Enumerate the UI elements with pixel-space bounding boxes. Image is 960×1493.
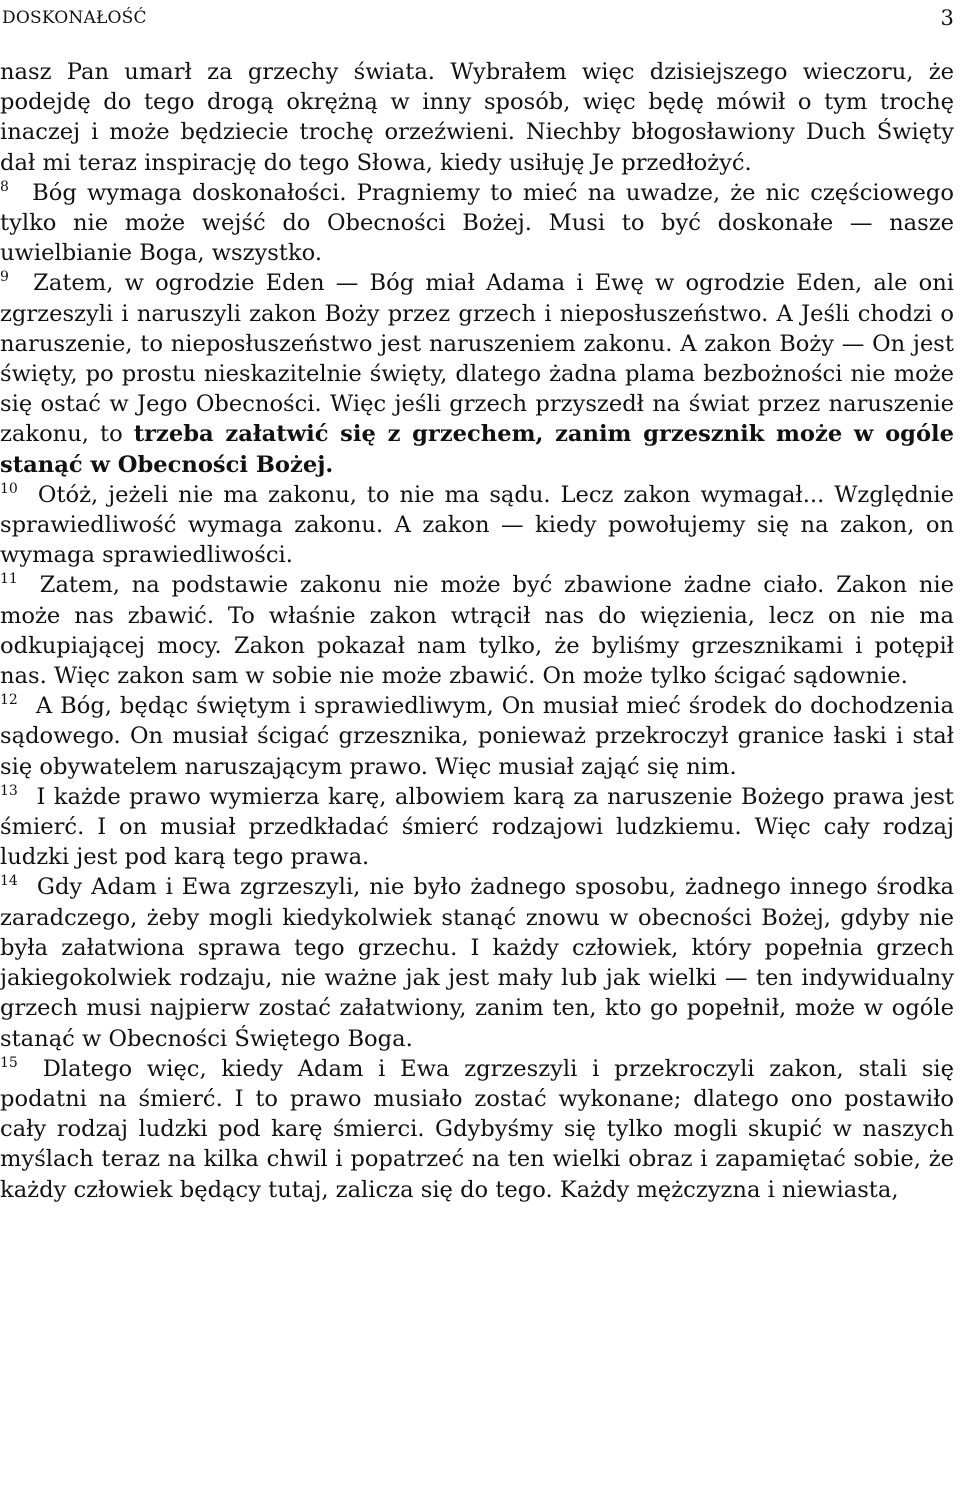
paragraph-text: nasz Pan umarł za grzechy świata. Wybrałem więc dzisiejszego wieczoru, że podejdę do tego drogą okrężną w inny sposób, więc będę mówił o tym trochę inaczej i może będziecie trochę orzeźwieni. Niechby błogosławiony Duch Święty dał mi teraz inspirację do tego Słowa, kiedy usiłuję Je przedłożyć. [0, 59, 954, 176]
paragraph-8: 8 Bóg wymaga doskonałości. Pragniemy to mieć na uwadze, że nic częściowego tylko nie może wejść do Obecności Bożej. Musi to być doskonałe — nasze uwielbianie Boga, wszystko. [0, 178, 954, 267]
paragraph-11: 11 Zatem, na podstawie zakonu nie może być zbawione żadne ciało. Zakon nie może nas zbawić. To właśnie zakon wtrącił nas do więzienia, lecz on nie ma odkupiającej mocy. Zakon pokazał nam tylko, że byliśmy grzesznikami i potępił nas. Więc zakon sam w sobie nie może zbawić. On może tylko ścigać sądownie. [0, 571, 954, 690]
paragraph-continued [0, 57, 954, 178]
paragraph-12: 12 A Bóg, będąc świętym i sprawiedliwym, On musiał mieć środek do dochodzenia sądowego. On musiał ścigać grzesznika, ponieważ przekroczył granice łaski i stał się obywatelem naruszającym prawo. Więc musiał zająć się nim. [0, 692, 955, 780]
page-header [0, 4, 960, 28]
paragraph-13: 13 I każde prawo wymierza karę, albowiem karą za naruszenie Bożego prawa jest śmierć. I on musiał przedkładać śmierć rodzajowi ludzkiemu. Więc cały rodzaj ludzki jest pod karą tego prawa. [0, 782, 954, 871]
paragraph-text: Zatem, w ogrodzie Eden — Bóg miał Adama i Ewę w ogrodzie Eden, ale oni zgrzeszyli i naruszyli zakon Boży przez grzech i nieposłuszeństwo. A Jeśli chodzi o naruszenie, to nieposłuszeństwo jest naruszeniem zakonu. A zakon Boży — On jest święty, po prostu nieskazitelnie święty, dlatego żadna plama bezbożności nie może się ostać w Jego Obecności. Więc jeśli grzech przyszedł na świat przez naruszenie zakonu, to [0, 270, 954, 448]
paragraph-text: Zatem, na podstawie zakonu nie może być zbawione żadne ciało. Zakon nie może nas zbawić. To właśnie zakon wtrącił nas do więzienia, lecz on nie ma odkupiającej mocy. Zakon pokazał nam tylko, że byliśmy grzesznikami i potępił nas. Więc zakon sam w sobie nie może zbawić. On może tylko ścigać sądownie. [0, 572, 954, 690]
page-number: 3 [940, 6, 954, 30]
paragraph-bold-text: trzeba załatwić się z grzechem, zanim grzesznik może w ogóle stanąć w Obecności Bożej. [0, 421, 954, 478]
paragraph-text: Dlatego więc, kiedy Adam i Ewa zgrzeszyli i przekroczyli zakon, stali się podatni na śmierć. I to prawo musiało zostać wykonane; dlatego ono postawiło cały rodzaj ludzki pod karę śmierci. Gdybyśmy się tylko mogli skupić w naszych myślach teraz na kilka chwil i popatrzeć na ten wielki obraz i zapamiętać sobie, że każdy człowiek będący tutaj, zalicza się do tego. Każdy mężczyzna i niewiasta, [0, 1055, 955, 1203]
section-title: DOSKONAŁOŚĆ [2, 8, 147, 28]
paragraph-15: 15 Dlatego więc, kiedy Adam i Ewa zgrzeszyli i przekroczyli zakon, stali się podatni na śmierć. I to prawo musiało zostać wykonane; dlatego ono postawiło cały rodzaj ludzki pod karę śmierci. Gdybyśmy się tylko mogli skupić w naszych myślach teraz na kilka chwil i popatrzeć na ten wielki obraz i zapamiętać sobie, że każdy człowiek będący tutaj, zalicza się do tego. Każdy mężczyzna i niewiasta, [0, 1054, 955, 1203]
paragraph-10: 10 Otóż, jeżeli nie ma zakonu, to nie ma sądu. Lecz zakon wymagał... Względnie sprawiedliwość wymaga zakonu. A zakon — kiedy powołujemy się na zakon, on wymaga sprawiedliwości. [0, 480, 954, 569]
paragraph-text: I każde prawo wymierza karę, albowiem karą za naruszenie Bożego prawa jest śmierć. I on musiał przedkładać śmierć rodzajowi ludzkiemu. Więc cały rodzaj ludzki jest pod karą tego prawa. [0, 783, 954, 871]
paragraph-text: A Bóg, będąc świętym i sprawiedliwym, On musiał mieć środek do dochodzenia sądowego. On musiał ścigać grzesznika, ponieważ przekroczył granice łaski i stał się obywatelem naruszającym prawo. Więc musiał zająć się nim. [0, 693, 955, 780]
paragraph-text: Gdy Adam i Ewa zgrzeszyli, nie było żadnego sposobu, żadnego innego środka zaradczego, żeby mogli kiedykolwiek stanąć znowu w obecności Bożej, gdyby nie była załatwiona sprawa tego grzechu. I każdy człowiek, który popełnia grzech jakiegokolwiek rodzaju, nie ważne jak jest mały lub jak wielki — ten indywidualny grzech musi najpierw zostać załatwiony, zanim ten, kto go popełnił, może w ogóle stanąć w Obecności Świętego Boga. [0, 874, 954, 1052]
paragraph-9: 9 Zatem, w ogrodzie Eden — Bóg miał Adama i Ewę w ogrodzie Eden, ale oni zgrzeszyli i naruszyli zakon Boży przez grzech i nieposłuszeństwo. A Jeśli chodzi o naruszenie, to nieposłuszeństwo jest naruszeniem zakonu. A zakon Boży — On jest święty, po prostu nieskazitelnie święty, dlatego żadna plama bezbożności nie może się ostać w Jego Obecności. Więc jeśli grzech przyszedł na świat przez naruszenie zakonu, to trzeba załatwić się z grzechem, zanim grzesznik może w ogóle stanąć w Obecności Bożej. [0, 269, 954, 478]
paragraph-text: Bóg wymaga doskonałości. Pragniemy to mieć na uwadze, że nic częściowego tylko nie może wejść do Obecności Bożej. Musi to być doskonałe — nasze uwielbianie Boga, wszystko. [0, 179, 954, 267]
body-text [0, 57, 954, 1205]
paragraph-text: Otóż, jeżeli nie ma zakonu, to nie ma sądu. Lecz zakon wymagał... Względnie sprawiedliwość wymaga zakonu. A zakon — kiedy powołujemy się na zakon, on wymaga sprawiedliwości. [0, 481, 954, 569]
paragraph-14: 14 Gdy Adam i Ewa zgrzeszyli, nie było żadnego sposobu, żadnego innego środka zaradczego, żeby mogli kiedykolwiek stanąć znowu w obecności Bożej, gdyby nie była załatwiona sprawa tego grzechu. I każdy człowiek, który popełnia grzech jakiegokolwiek rodzaju, nie ważne jak jest mały lub jak wielki — ten indywidualny grzech musi najpierw zostać załatwiony, zanim ten, kto go popełnił, może w ogóle stanąć w Obecności Świętego Boga. [0, 873, 954, 1052]
